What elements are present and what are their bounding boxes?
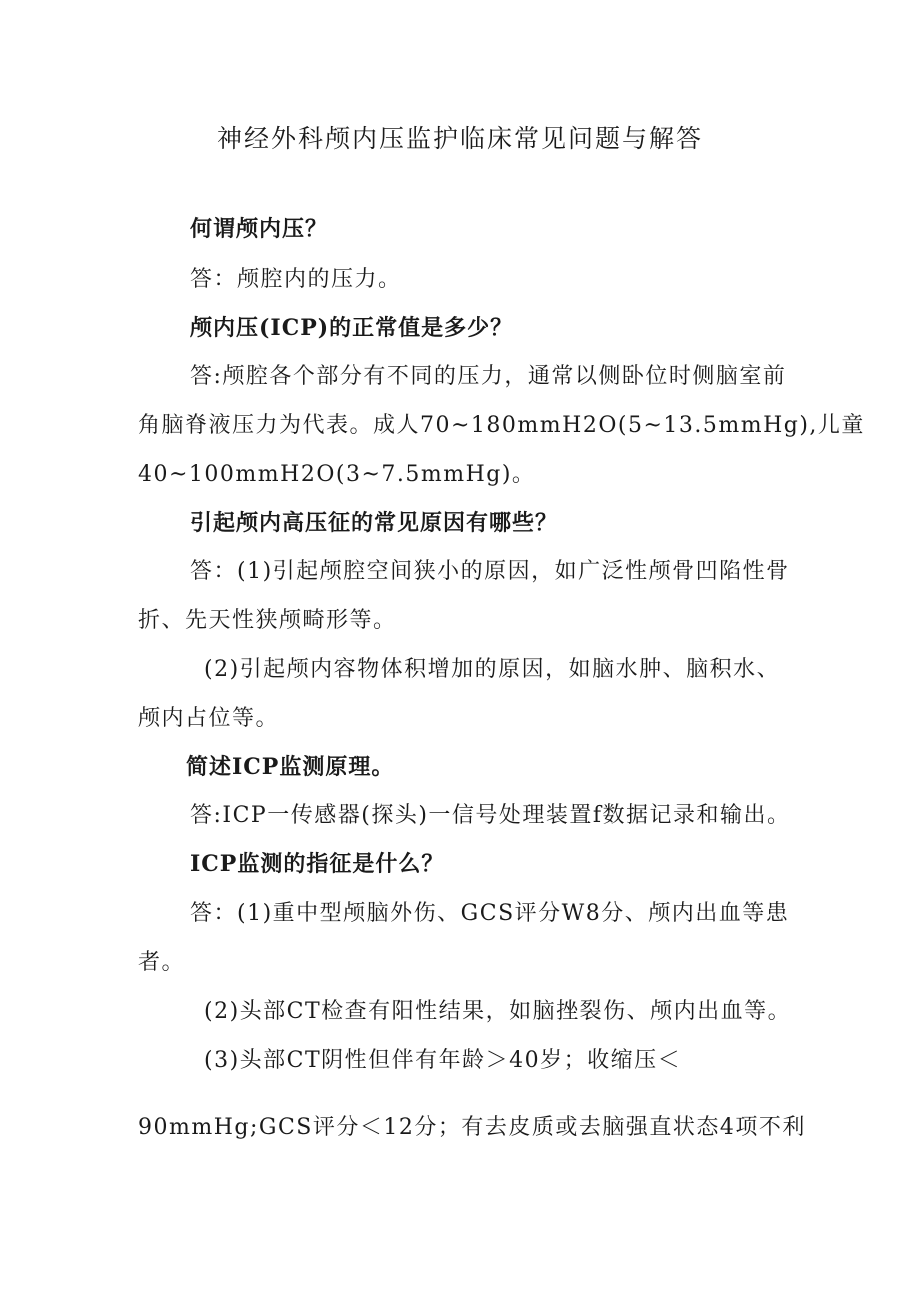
answer-4: 答:ICP一传感器(探头)一信号处理装置f数据记录和输出。 <box>190 803 791 828</box>
answer-3-line-2: 折、先天性狭颅畸形等。 <box>138 608 397 633</box>
answer-3-line-3: (2)引起颅内容物体积增加的原因，如脑水肿、脑积水、 <box>204 657 781 682</box>
question-2: 颅内压(ICP)的正常值是多少？ <box>190 315 514 341</box>
question-1: 何谓颅内压？ <box>190 216 329 242</box>
answer-2-line-2: 角脑脊液压力为代表。成人70~180mmH2O(5~13.5mmHg),儿童 <box>138 413 865 438</box>
answer-5-line-5: 90mmHg;GCS评分＜12分；有去皮质或去脑强直状态4项不利 <box>138 1115 806 1140</box>
answer-5-line-1: 答：(1)重中型颅脑外伤、GCS评分W8分、颅内出血等患 <box>190 901 790 926</box>
answer-5-line-3: (2)头部CT检查有阳性结果，如脑挫裂伤、颅内出血等。 <box>204 999 792 1024</box>
answer-5-line-4: (3)头部CT阴性但伴有年龄＞40岁；收缩压＜ <box>204 1048 682 1073</box>
answer-3-line-4: 颅内占位等。 <box>138 706 280 731</box>
answer-2-line-3: 40~100mmH2O(3~7.5mmHg)。 <box>138 462 536 487</box>
question-4: 简述ICP监测原理。 <box>186 754 395 780</box>
answer-5-line-2: 者。 <box>138 950 186 975</box>
answer-2-line-1: 答:颅腔各个部分有不同的压力，通常以侧卧位时侧脑室前 <box>190 364 787 389</box>
question-3: 引起颅内高压征的常见原因有哪些？ <box>190 510 559 536</box>
question-5: ICP监测的指征是什么？ <box>190 851 445 877</box>
answer-1: 答：颅腔内的压力。 <box>190 267 402 292</box>
document-title: 神经外科颅内压监护临床常见问题与解答 <box>216 124 703 153</box>
answer-3-line-1: 答：(1)引起颅腔空间狭小的原因，如广泛性颅骨凹陷性骨 <box>190 559 790 584</box>
